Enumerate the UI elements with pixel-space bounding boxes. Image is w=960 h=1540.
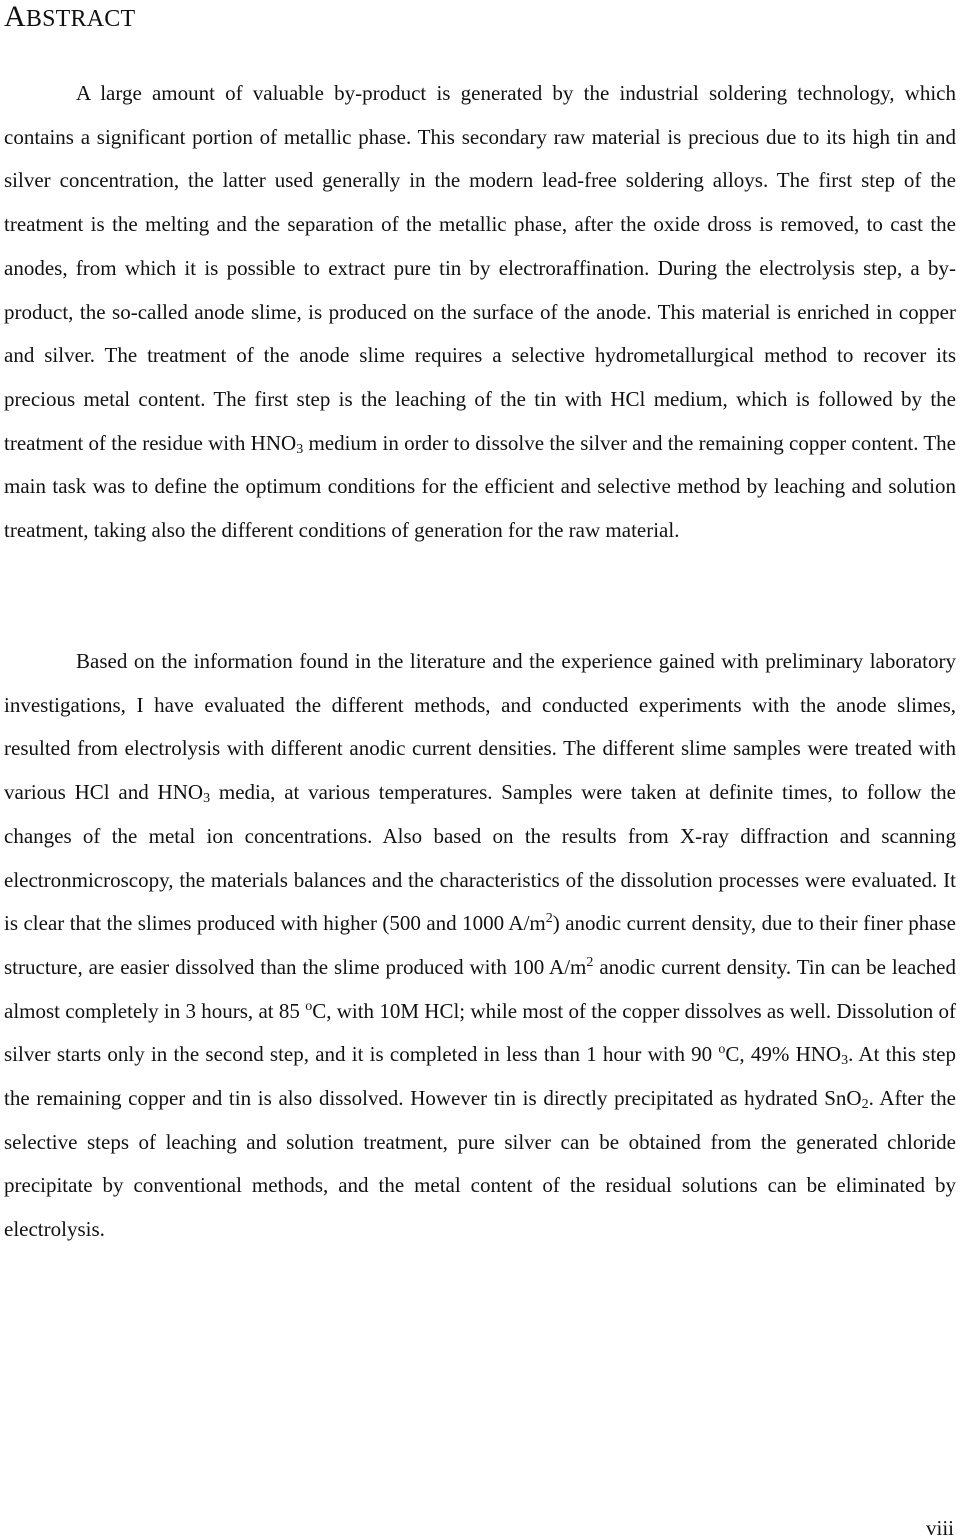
superscript: 2	[586, 954, 594, 970]
page-number: viii	[925, 1516, 954, 1540]
abstract-paragraph-1	[4, 72, 956, 553]
superscript: 2	[545, 911, 553, 927]
superscript: o	[305, 998, 313, 1014]
text-segment: A large amount of valuable by-product is generated by the industrial soldering technology, which contains a significant portion of metallic phase. This secondary raw material is precious due to its high tin and silver concentration, the latter used generally in the modern lead-free soldering alloys. The first step of the treatment is the melting and the separation of the metallic phase, after the oxide dross is removed, to cast the anodes, from which it is possible to extract pure tin by electroraffination. During the electrolysis step, a by-product, the so-called anode slime, is produced on the surface of the anode. This material is enriched in copper and silver. The treatment of the anode slime requires a selective hydrometallurgical method to recover its precious metal content. The first step is the leaching of the tin with HCl medium, which is followed by the treatment of the residue with HNO	[4, 81, 956, 455]
text-segment: . After the selective steps of leaching and solution treatment, pure silver can be obtained from the generated chloride precipitate by conventional methods, and the metal content of the residual solutions can be eliminated by electrolysis.	[4, 1086, 956, 1242]
text-segment: Based on the information found in the literature and the experience gained with preliminary laboratory investigations, I have evaluated the different methods, and conducted experiments with the anode slimes, resulted from electrolysis with different anodic current densities. The different slime samples were treated with various HCl and HNO	[4, 649, 956, 805]
superscript: o	[718, 1042, 726, 1058]
abstract-heading	[4, 0, 135, 36]
subscript: 2	[861, 1097, 869, 1113]
text-segment: anodic current density. Tin can be leached almost completely in 3 hours, at 85	[4, 954, 956, 1023]
subscript: 3	[203, 791, 211, 807]
subscript: 3	[296, 441, 304, 457]
text-segment: ) anodic current density, due to their finer phase structure, are easier dissolved than the slime produced with 100 A/m	[4, 911, 957, 979]
text-segment: media, at various temperatures. Samples were taken at definite times, to follow the changes of the metal ion concentrations. Also based on the results from X-ray diffraction and scanning electronmicroscopy, the materials balances and the characteristics of the dissolution processes were evaluated. It is clear that the slimes produced with higher (500 and 1000 A/m	[4, 780, 957, 936]
text-segment: medium in order to dissolve the silver and the remaining copper content. The main task was to define the optimum conditions for the efficient and selective method by leaching and solution treatment, taking also the different conditions of generation for the raw material.	[4, 430, 956, 543]
abstract-paragraph-2	[4, 640, 956, 1252]
text-segment: C, 49% HNO	[725, 1042, 842, 1067]
subscript: 3	[841, 1053, 849, 1069]
heading-rest: BSTRACT	[25, 6, 136, 32]
text-segment: . At this step the remaining copper and tin is also dissolved. However tin is directly precipitated as hydrated SnO	[4, 1042, 957, 1111]
heading-initial: A	[4, 0, 26, 33]
text-segment: C, with 10M HCl; while most of the copper dissolves as well. Dissolution of silver starts only in the second step, and it is completed in less than 1 hour with 90	[4, 998, 956, 1067]
